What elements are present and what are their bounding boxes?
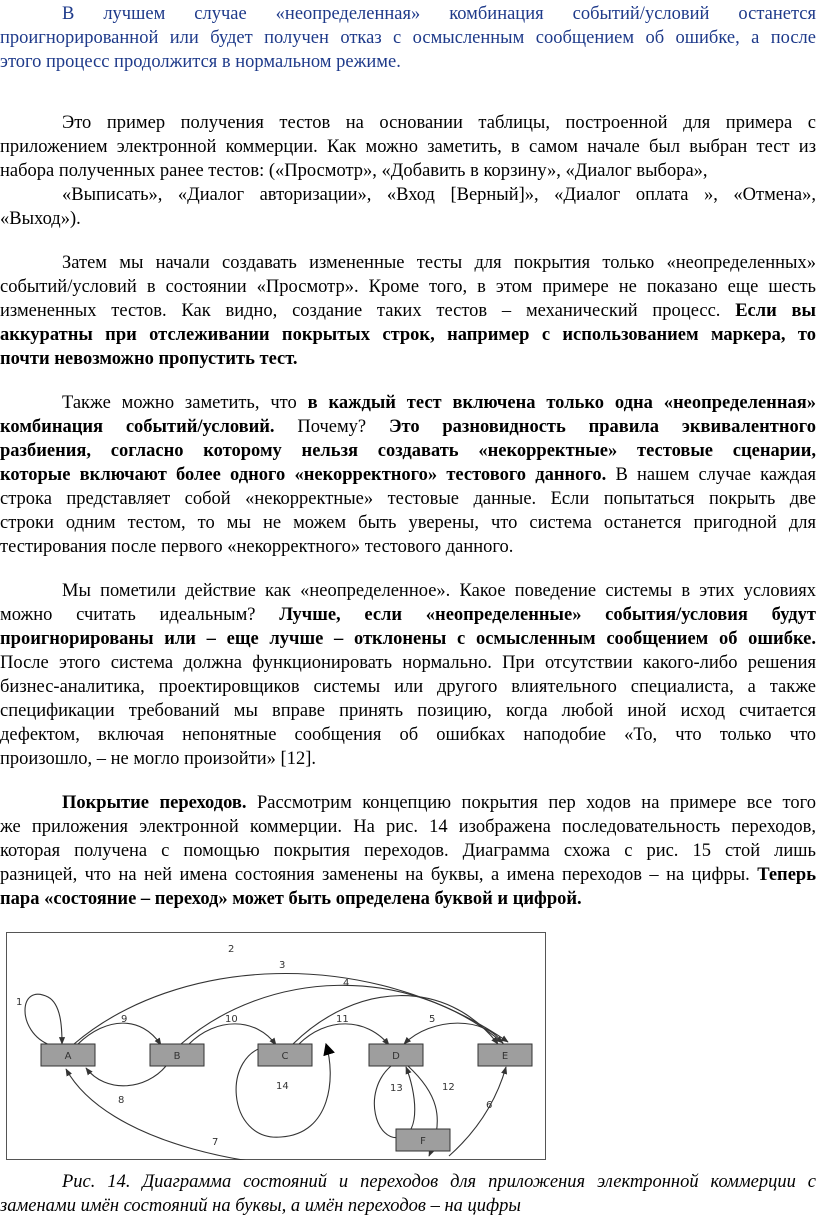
paragraph-4-line-7: тестирования после первого «некорректного» тестового данного.: [0, 537, 514, 557]
paragraph-6-line-3: которая получена с помощью покрытия переходов. Диаграмма схожа с рис. 15 стой лишь: [0, 841, 816, 861]
paragraph-3-bold-end: почти невозможно пропустить тест.: [0, 349, 298, 369]
paragraph-3-bold-line: аккуратны при отслеживании покрытых строк, например с использованием маркера, то: [0, 325, 816, 345]
paragraph-3-line-3: [0, 300, 816, 323]
paragraph-1-line-2: проигнорированной или будет получен отказ с осмысленным сообщением об ошибке, а после: [0, 28, 816, 48]
paragraph-3-line-4: [0, 324, 816, 347]
section-heading: Покрытие переходов.: [62, 793, 247, 813]
paragraph-4-line-2: [0, 416, 816, 439]
paragraph-3-line-5: [0, 348, 816, 371]
paragraph-4-question: Почему?: [274, 417, 389, 437]
paragraph-4-text: Также можно заметить, что: [62, 393, 308, 413]
paragraph-5-line-8: произошло, – не могло произойти» [12].: [0, 749, 317, 769]
transition-label-6: 6: [486, 1100, 493, 1111]
transition-label-3: 3: [279, 960, 286, 971]
transition-label-1: 1: [16, 997, 23, 1008]
paragraph-4-text-d: В нашем случае каждая: [606, 465, 816, 485]
paragraph-5-bold-line: проигнорированы или – еще лучше – отклонены с осмысленным сообщением об ошибке.: [0, 629, 816, 649]
transition-label-7: 7: [212, 1137, 219, 1148]
paragraph-5-line-3: [0, 628, 816, 651]
transition-label-5: 5: [429, 1014, 436, 1025]
transition-label-2: 2: [228, 944, 235, 955]
transition-label-4: 4: [343, 978, 350, 989]
paragraph-6-bold-end: пара «состояние – переход» может быть определена буквой и цифрой.: [0, 889, 582, 909]
paragraph-6-line-2: же приложения электронной коммерции. На рис. 14 изображена последовательность переходов,: [0, 817, 816, 837]
paragraph-2-line-4: «Выписать», «Диалог авторизации», «Вход [Верный]», «Диалог оплата », «Отмена»,: [62, 185, 816, 205]
paragraph-5-line-2: [0, 604, 816, 627]
paragraph-5-line-1: Мы пометили действие как «неопределенное». Какое поведение системы в этих условиях: [62, 581, 816, 601]
paragraph-3-bold: Если вы: [735, 301, 816, 321]
figure-caption-line-1: Рис. 14. Диаграмма состояний и переходов для приложения электронной коммерции с: [62, 1172, 816, 1192]
state-d-label: D: [392, 1051, 400, 1062]
paragraph-2-line-1: Это пример получения тестов на основании таблицы, построенной для примера с: [62, 113, 816, 133]
paragraph-2-line-5: «Выход»).: [0, 209, 81, 229]
state-c-label: C: [281, 1051, 289, 1062]
state-e-label: E: [501, 1051, 509, 1062]
state-f-label: F: [420, 1136, 426, 1147]
paragraph-4-line-4: [0, 464, 816, 487]
paragraph-5-bold: Лучше, если «неопределенные» события/условия будут: [279, 605, 816, 625]
paragraph-3-text: измененных тестов. Как видно, создание таких тестов – механический процесс.: [0, 301, 736, 321]
paragraph-6-bold: Теперь: [757, 865, 816, 885]
paragraph-5-text: можно считать идеальным?: [0, 605, 280, 625]
paragraph-1-line-1: В лучшем случае «неопределенная» комбинация событий/условий останется: [62, 4, 816, 24]
paragraph-6-text-d: разницей, что на ней имена состояния заменены на буквы, а имена переходов – на цифры.: [0, 865, 758, 885]
paragraph-5-line-5: бизнес-аналитика, проектировщиков системы или другого влиятельного специалиста, а также: [0, 677, 816, 697]
transition-label-13: 13: [390, 1083, 403, 1094]
transition-label-8: 8: [118, 1095, 125, 1106]
paragraph-5-line-4: После этого система должна функционировать нормально. При отсутствии какого-либо решения: [0, 653, 816, 673]
paragraph-4-line-5: строка представляет собой «некорректные» тестовые данные. Если попытаться покрыть две: [0, 489, 816, 509]
paragraph-3-line-2: событий/условий в состоянии «Просмотр». Кроме того, в этом примере не показано еще шесть: [0, 277, 816, 297]
state-b-label: B: [173, 1051, 181, 1062]
paragraph-6-text: Рассмотрим концепцию покрытия пер ходов на примере все того: [246, 793, 816, 813]
paragraph-4-line-6: строки одним тестом, то мы не можем быть уверены, что система останется пригодной для: [0, 513, 816, 533]
diagram-svg: [6, 932, 546, 1160]
paragraph-4-bold: в каждый тест включена только одна «неопределенная»: [307, 393, 816, 413]
paragraph-4-bold-c: Это разновидность правила эквивалентного: [388, 417, 816, 437]
paragraph-4-line-1: [0, 392, 816, 415]
paragraph-4-line-3: [0, 440, 816, 463]
paragraph-5-line-6: спецификации требований мы вправе принять позицию, когда любой иной исход считается: [0, 701, 816, 721]
paragraph-6-line-5: [0, 888, 816, 911]
transition-label-9: 9: [121, 1014, 128, 1025]
transition-label-10: 10: [225, 1014, 238, 1025]
paragraph-2-line-3: набора полученных ранее тестов: («Просмотр», «Добавить в корзину», «Диалог выбора»,: [0, 161, 708, 181]
paragraph-4-bold-a: комбинация событий/условий.: [0, 417, 275, 437]
paragraph-4-bold-d: которые включают более одного «некорректного» тестового данного.: [0, 465, 607, 485]
state-transition-diagram: [6, 932, 546, 1160]
paragraph-3-line-1: Затем мы начали создавать измененные тесты для покрытия только «неопределенных»: [62, 253, 816, 273]
paragraph-5-line-7: дефектом, включая непонятные сообщения об ошибках наподобие «То, что только что: [0, 725, 816, 745]
transition-label-12: 12: [442, 1082, 455, 1093]
figure-caption-line-2: заменами имён состояний на буквы, а имён переходов – на цифры: [0, 1196, 521, 1216]
paragraph-4-bold-line: разбиения, согласно которому нельзя создавать «некорректные» тестовые сценарии,: [0, 441, 816, 461]
paragraph-6-line-1: [0, 792, 816, 815]
paragraph-2-line-2: приложением электронной коммерции. Как можно заметить, в самом начале был выбран тест из: [0, 137, 816, 157]
paragraph-1-line-3: этого процесс продолжится в нормальном режиме.: [0, 52, 401, 72]
paragraph-6-line-4: [0, 864, 816, 887]
transition-label-14: 14: [276, 1081, 289, 1092]
state-a-label: A: [64, 1051, 72, 1062]
transition-label-11: 11: [336, 1014, 349, 1025]
